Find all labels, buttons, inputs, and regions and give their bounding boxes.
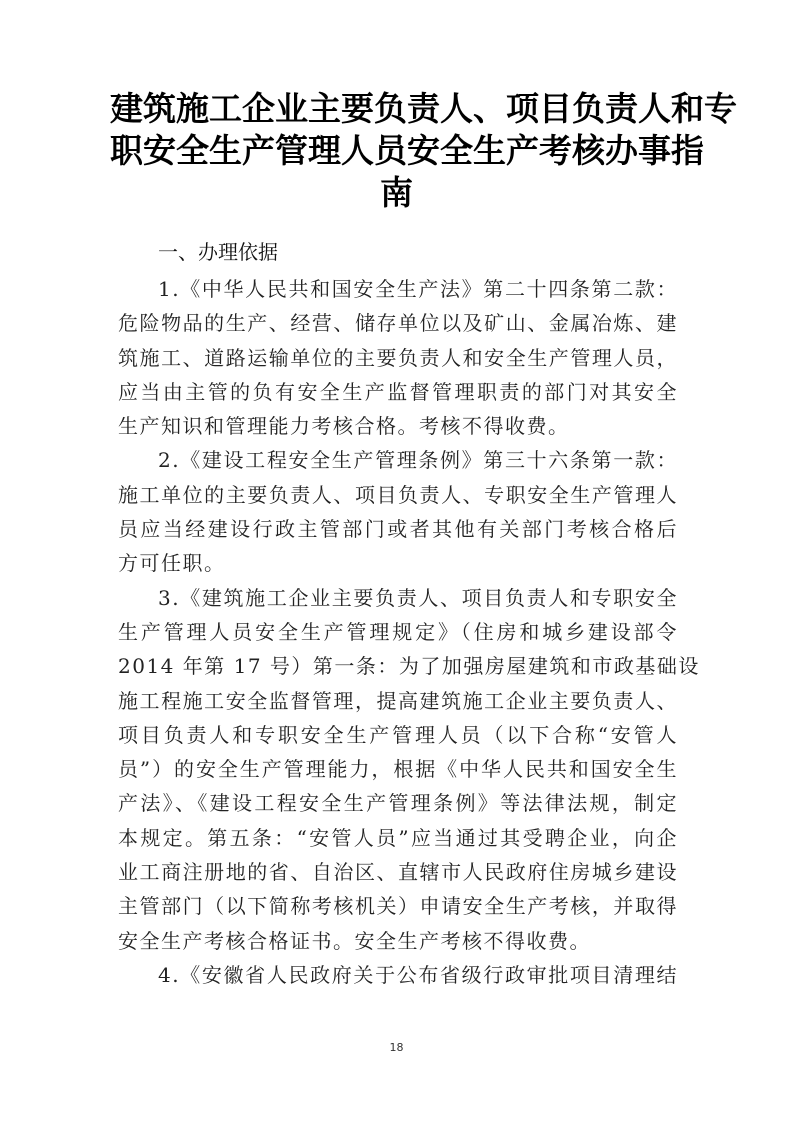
text-line: 4.《安徽省人民政府关于公布省级行政审批项目清理结 <box>158 962 678 987</box>
text-line: 本规定。第五条：“安管人员”应当通过其受聘企业，向企 <box>118 825 678 850</box>
text-line: 2.《建设工程安全生产管理条例》第三十六条第一款： <box>158 448 678 473</box>
text-line: 安全生产考核合格证书。安全生产考核不得收费。 <box>118 928 591 953</box>
title-line: 职安全生产管理人员安全生产考核办事指 <box>110 131 704 170</box>
text-line: 员应当经建设行政主管部门或者其他有关部门考核合格后 <box>118 517 678 542</box>
text-line: 产法》、《建设工程安全生产管理条例》等法律法规，制定 <box>118 791 678 816</box>
text-line: 施工单位的主要负责人、项目负责人、专职安全生产管理人 <box>118 482 678 507</box>
title-line: 建筑施工企业主要负责人、项目负责人和专 <box>110 89 737 128</box>
text-line: 业工商注册地的省、自治区、直辖市人民政府住房城乡建设 <box>118 860 678 885</box>
text-line: 方可任职。 <box>118 551 226 576</box>
paragraph-4 <box>118 958 678 992</box>
text-line: 1.《中华人民共和国安全生产法》第二十四条第二款： <box>158 277 678 301</box>
paragraph-2 <box>118 443 678 580</box>
text-line: 主管部门（以下简称考核机关）申请安全生产考核，并取得 <box>118 894 678 919</box>
text-line: 生产管理人员安全生产管理规定》（住房和城乡建设部令 <box>118 619 678 644</box>
text-line: 3.《建筑施工企业主要负责人、项目负责人和专职安全 <box>158 585 678 610</box>
paragraph-1 <box>118 272 678 443</box>
text-line: 筑施工、道路运输单位的主要负责人和安全生产管理人员， <box>118 345 678 370</box>
text-line: 项目负责人和专职安全生产管理人员（以下合称“安管人 <box>118 722 678 747</box>
document-title <box>110 88 737 214</box>
text-line: 应当由主管的负有安全生产监督管理职责的部门对其安全 <box>118 379 678 404</box>
text-line: 生产知识和管理能力考核合格。考核不得收费。 <box>118 414 570 439</box>
document-body <box>118 272 700 992</box>
title-line: 南 <box>380 173 413 212</box>
text-line: 2014 年第 17 号）第一条：为了加强房屋建筑和市政基础设 <box>118 654 700 679</box>
text-line: 施工程施工安全监督管理，提高建筑施工企业主要负责人、 <box>118 688 678 713</box>
page-number: 18 <box>389 1041 404 1054</box>
section-heading: 一、办理依据 <box>158 240 278 264</box>
text-line: 危险物品的生产、经营、储存单位以及矿山、金属冶炼、建 <box>118 311 678 336</box>
text-line: 员”）的安全生产管理能力，根据《中华人民共和国安全生 <box>118 757 678 782</box>
paragraph-3 <box>118 581 700 958</box>
